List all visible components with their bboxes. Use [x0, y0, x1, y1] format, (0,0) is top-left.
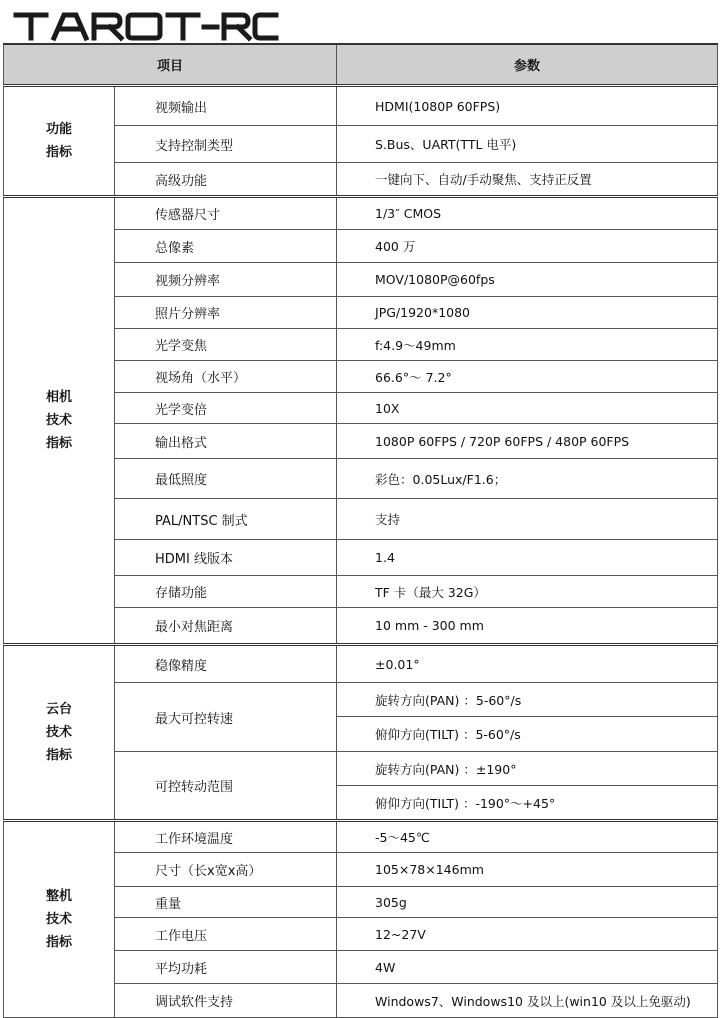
- group-label-line: 相机: [45, 390, 72, 405]
- spec-value: 一键向下、自动/手动聚焦、支持正反置: [337, 163, 718, 197]
- spec-value: 400 万: [337, 230, 718, 263]
- spec-value: 4W: [337, 951, 718, 984]
- spec-item: 高级功能: [115, 163, 337, 197]
- spec-item: 存储功能: [115, 576, 337, 608]
- spec-item: 平均功耗: [115, 951, 337, 984]
- group-label-line: 指标: [45, 436, 72, 451]
- spec-value: 10 mm - 300 mm: [337, 608, 718, 645]
- spec-value: MOV/1080P@60fps: [337, 263, 718, 297]
- group-label: [4, 86, 115, 197]
- tarot-rc-logo: [12, 7, 280, 43]
- spec-item: 视频分辨率: [115, 263, 337, 297]
- group-label-line: 技术: [45, 725, 72, 740]
- group-label-line: 云台: [45, 702, 72, 717]
- spec-value: 66.6°～ 7.2°: [337, 361, 718, 393]
- spec-item: 工作环境温度: [115, 821, 337, 853]
- spec-value: TF 卡（最大 32G）: [337, 576, 718, 608]
- table-row: [4, 197, 718, 230]
- spec-value: 旋转方向(PAN) ：5-60°/s: [337, 683, 718, 717]
- spec-item: PAL/NTSC 制式: [115, 499, 337, 540]
- spec-value: JPG/1920*1080: [337, 297, 718, 329]
- spec-item: 可控转动范围: [115, 752, 337, 821]
- spec-value: 俯仰方向(TILT) ：5-60°/s: [337, 717, 718, 752]
- spec-value: 旋转方向(PAN) ：±190°: [337, 752, 718, 786]
- spec-value: S.Bus、UART(TTL 电平): [337, 126, 718, 163]
- group-label-line: 指标: [45, 748, 72, 763]
- group-label: [4, 197, 115, 645]
- table-row: [4, 645, 718, 683]
- group-label: [4, 821, 115, 1018]
- spec-item: 调试软件支持: [115, 984, 337, 1018]
- spec-item: 照片分辨率: [115, 297, 337, 329]
- spec-table: [3, 43, 718, 1018]
- group-label-line: 整机: [45, 889, 72, 904]
- header-param: 参数: [337, 44, 718, 86]
- spec-value: Windows7、Windows10 及以上(win10 及以上免驱动): [337, 984, 718, 1018]
- spec-item: 最小对焦距离: [115, 608, 337, 645]
- group-label-line: 指标: [45, 145, 72, 160]
- spec-item: 支持控制类型: [115, 126, 337, 163]
- spec-value: ±0.01°: [337, 645, 718, 683]
- group-label: [4, 645, 115, 821]
- spec-item: 光学变倍: [115, 393, 337, 424]
- spec-item: 重量: [115, 887, 337, 918]
- spec-item: HDMI 线版本: [115, 540, 337, 576]
- group-label-line: 功能: [45, 122, 72, 137]
- spec-value: 1.4: [337, 540, 718, 576]
- spec-value: -5～45℃: [337, 821, 718, 853]
- spec-item: 传感器尺寸: [115, 197, 337, 230]
- spec-item: 最大可控转速: [115, 683, 337, 752]
- spec-value: 305g: [337, 887, 718, 918]
- spec-item: 输出格式: [115, 424, 337, 459]
- spec-item: 最低照度: [115, 459, 337, 499]
- spec-value: 105×78×146mm: [337, 853, 718, 887]
- spec-value: 1080P 60FPS / 720P 60FPS / 480P 60FPS: [337, 424, 718, 459]
- spec-value: f:4.9～49mm: [337, 329, 718, 361]
- table-row: [4, 86, 718, 126]
- table-header-row: [4, 44, 718, 86]
- group-label-line: 技术: [45, 912, 72, 927]
- spec-value: 俯仰方向(TILT) ：-190°～+45°: [337, 786, 718, 821]
- spec-item: 尺寸（长x宽x高）: [115, 853, 337, 887]
- spec-value: 10X: [337, 393, 718, 424]
- group-label-line: 技术: [45, 413, 72, 428]
- spec-item: 视场角（水平）: [115, 361, 337, 393]
- spec-item: 光学变焦: [115, 329, 337, 361]
- header-item: 项目: [4, 44, 337, 86]
- spec-item: 工作电压: [115, 918, 337, 951]
- group-label-line: 指标: [45, 935, 72, 950]
- spec-value: 彩色：0.05Lux/F1.6；: [337, 459, 718, 499]
- spec-value: HDMI(1080P 60FPS): [337, 86, 718, 126]
- spec-item: 总像素: [115, 230, 337, 263]
- spec-item: 视频输出: [115, 86, 337, 126]
- spec-value: 支持: [337, 499, 718, 540]
- spec-value: 12~27V: [337, 918, 718, 951]
- spec-value: 1/3″ CMOS: [337, 197, 718, 230]
- table-row: [4, 821, 718, 853]
- spec-item: 稳像精度: [115, 645, 337, 683]
